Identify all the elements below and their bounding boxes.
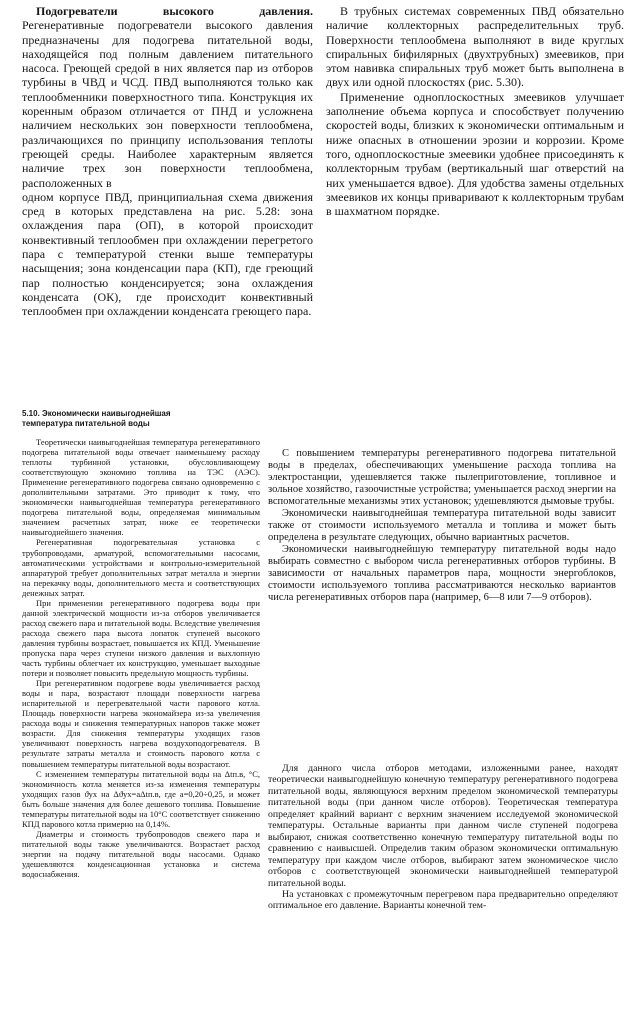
paragraph: одном корпусе ПВД, принципиальная схема движения сред в которых представлена на рис. 5.28: зона охлаждения пара (ОП), в которой происходит конвективный теплообмен при охлаждении перегретого пара с температурой стенки выше температуры насыщения; зона конденсации пара (КП), где греющий пар полностью конденсируется; зона охлаждения конденсата (ОК), где происходит конвективный теплообмен при охлаждении конденсата греющего пара. [22,189,313,319]
paragraph: С повышением температуры регенеративного подогрева питательной воды в пределах, обеспечивающих уменьшение расхода топлива на электростанции, удешевляется также пылеприготовление, топливное и зольное хозяйство, газоочистные устройства; уменьшается расход энергии на вспомогательные механизмы этих установок; удешевляются дымовые трубы. [268,448,616,507]
paragraph: Экономически наивыгоднейшую температуру питательной воды надо выбирать совместно с выбором числа регенеративных отборов турбины. В зависимости от начальных параметров пара, мощности энергоблоков, стоимости используемого топлива рассматриваются несколько вариантов числа регенеративных отборов пара (например, 6—8 или 7—9 отборов). [268,544,616,603]
top-left-text-block [22,4,313,319]
paragraph: Для данного числа отборов методами, изложенными ранее, находят теоретически наивыгоднейшую конечную температуру регенеративного подогрева питательной воды, являющуюся верхним пределом экономической температуры питательной воды (при данном числе отборов). Теоретическая температура определяет крайний вариант с верхним значением исследуемой экономической температуры. Остальные варианты при данном числе ступеней подогрева выбирают, снижая соответственно конечную температуру питательной воды по сравнению с наивысшей. Определив таким образом экономически оптимальную температуру при каждом числе отборов, выбирают затем экономическое число отборов с соответствующей экономически наивыгоднейшей температурой питательной воды. [268,763,618,889]
paragraph: Диаметры и стоимость трубопроводов свежего пара и питательной воды также увеличиваются. Возрастает расход энергии на подачу питательной воды насосами. Однако удешевляются конденсационная установка и система водоснабжения. [22,828,260,880]
paragraph: Экономически наивыгоднейшая температура питательной воды зависит также от стоимости используемого металла и топлива и может быть определена в результате следующих, обычно вариантных расчетов. [268,508,616,543]
paragraph [22,4,313,190]
paragraph: При применении регенеративного подогрева воды при данной электрической мощности из-за отборов увеличивается расход свежего пара и питательной воды. Вследствие увеличения расхода свежего пара высота лопаток ступеней высокого давления турбины возрастает, повышается их КПД. Уменьшение пропуска пара через ступени низкого давления и выхлопную часть турбины облегчает их конструкцию, уменьшает выходные потери и позволяет повысить предельную мощность турбины. [22,597,260,679]
paragraph: Теоретически наивыгоднейшая температура регенеративного подогрева питательной воды отвечает наименьшему расходу теплоты турбинной установки, обусловливающему соответствующую экономию топлива на ТЭС (АЭС). Применение регенеративного подогрева связано одновременно с дополнительными затратами. Это приводит к тому, что экономически наивыгоднейшая температура регенеративного подогрева питательной воды, определяемая минимальным значением расчетных затрат, ниже ее теоретически наивыгоднейшего значения. [22,437,260,538]
paragraph: В трубных системах современных ПВД обязательно наличие коллекторных распределительных труб. Поверхности теплообмена выполняют в виде круглых спиральных бифилярных (двухтрубных) змеевиков, при этом навивка спиральных труб может быть выполнена в двух или одной плоскостях (рис. 5.30). [326,4,624,90]
section-heading: 5.10. Экономически наивыгоднейшая температура питательной воды [22,409,171,428]
paragraph: Регенеративная подогревательная установка с трубопроводами, арматурой, вспомогательными насосами, автоматическими устройствами и контрольно-измерительной аппаратурой требует дополнительных затрат металла и энергии на перекачку воды, дополнительного места и соответствующих денежных затрат. [22,537,260,598]
paragraph: На установках с промежуточным перегревом пара предварительно определяют оптимальное его давление. Варианты конечной тем- [268,888,618,912]
left-column-text [22,437,260,879]
top-right-text-block [326,4,624,218]
paragraph-text: Регенеративные подогреватели высокого давления предназначены для подогрева питательной воды, находящейся под полным давлением питательного насоса. Греющей средой в них является пар из отборов турбины в ЧВД и ЧСД. ПВД выполняются только как теплообменники поверхностного типа. Конструкция их коренным образом отличается от ПНД и усложнена наличием нескольких зон поверхности теплообмена, различающихся по принципу использования теплоты греющей среды. Наиболее характерным является наличие трех зон поверхности теплообмена, расположенных в [22,18,313,190]
paragraph: При регенеративном подогреве воды увеличивается расход воды и пара, возрастают площади поверхности нагрева испарительной и перегревательной части парового котла. Площадь поверхности нагрева экономайзера из-за увеличения расхода воды и снижения температурных напоров также может возрасти. Для снижения температуры уходящих газов увеличивают поверхность нагрева воздухоподогревателя. В результате затраты металла и стоимость парового котла с повышением температуры питательной воды возрастают. [22,678,260,769]
paragraph: С изменением температуры питательной воды на Δtп.в, °С, экономичность котла меняется из-за изменения температуры уходящих газов ϑух на Δϑух=aΔtп.в, где a=0,20÷0,25, и может быть больше значения для более дешевого топлива. Повышение температуры питательной воды на 10°С соответствует снижению КПД парового котла примерно на 0,14%. [22,768,260,829]
right-column-lower-text [268,763,618,912]
paragraph: Применение одноплоскостных змеевиков улучшает заполнение объема корпуса и способствует получению скоростей воды, близких к экономически оптимальным и ниже опасных в отношении эрозии и коррозии. Кроме того, одноплоскостные змеевики удобнее присоединять к коллекторным трубам (вертикальный шаг отверстий на них уменьшается вдвое). Для удобства замены отдельных змеевиков их концы приваривают к коллекторным трубам в шахматном порядке. [326,89,624,219]
run-in-heading: Подогреватели высокого давления. [36,4,313,18]
right-column-upper-text [268,448,616,604]
